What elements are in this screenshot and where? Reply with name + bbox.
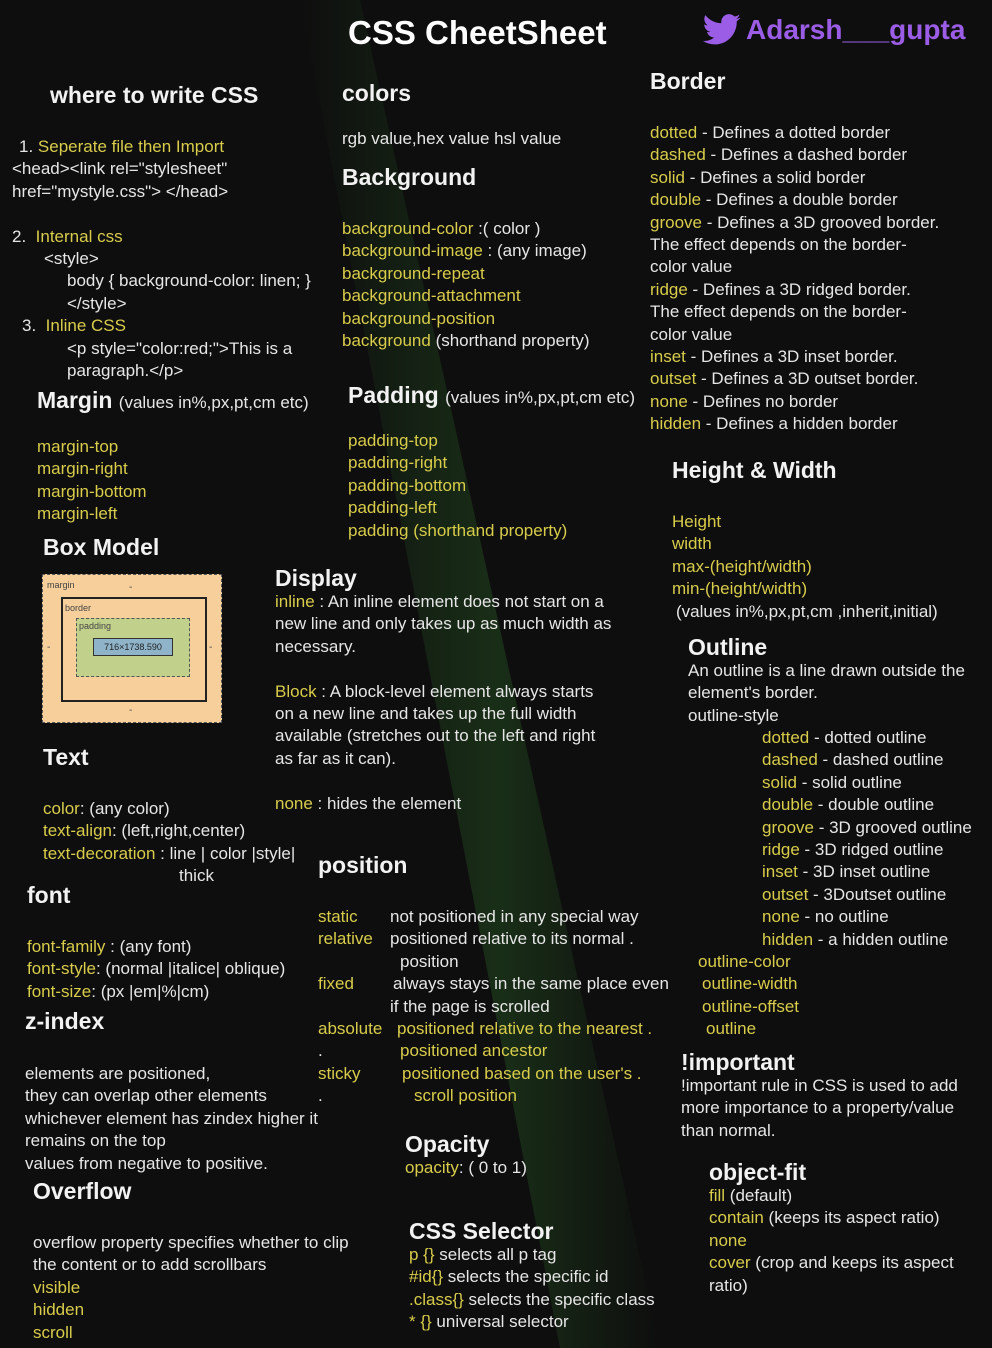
prop-name: background-attachment — [342, 286, 521, 306]
outline-style-list — [762, 727, 972, 951]
border-text: - Defines a 3D outset border. — [696, 369, 919, 389]
position-text: position — [400, 951, 459, 971]
outline-style-item — [762, 861, 972, 883]
position-row — [318, 951, 669, 973]
zindex-text — [25, 1063, 318, 1175]
outline-props — [698, 951, 799, 1041]
margin-item: margin-bottom — [37, 481, 147, 501]
item-number: 3. — [22, 316, 37, 336]
where-item-label: Seperate file then Import — [37, 137, 225, 156]
display-line: available (stretches out to the left and right — [275, 726, 596, 746]
zindex-line: they can overlap other elements — [25, 1086, 267, 1106]
position-row — [318, 1085, 669, 1107]
border-list — [650, 122, 939, 435]
border-text: color value — [650, 257, 733, 277]
border-key: outset — [650, 369, 697, 389]
display-text — [275, 591, 611, 815]
zindex-line: elements are positioned, — [25, 1064, 211, 1083]
selector-text: selects the specific id — [443, 1267, 609, 1287]
background-heading: Background — [342, 164, 477, 190]
display-line: : An inline element does not start on a — [314, 592, 604, 611]
hw-item: min-(height/width) — [672, 579, 808, 599]
font-item — [27, 981, 285, 1003]
fit-text: (default) — [725, 1186, 793, 1205]
padding-heading — [348, 382, 635, 409]
outline-prop: outline-width — [702, 974, 798, 994]
dash: - — [209, 642, 213, 653]
padding-item: padding-top — [348, 431, 438, 450]
outline-text: - 3D inset outline — [797, 862, 931, 882]
position-row — [318, 906, 669, 928]
overflow-heading: Overflow — [33, 1178, 132, 1204]
padding-item: padding-right — [348, 453, 448, 473]
border-text: - Defines a dotted border — [697, 123, 891, 142]
fit-key: none — [709, 1230, 747, 1250]
position-key: absolute — [318, 1018, 383, 1038]
position-text: positioned based on the user's . — [402, 1063, 642, 1083]
display-line: as far as it can). — [275, 748, 396, 768]
hw-item: Height — [672, 512, 722, 531]
prop-name: font-size — [27, 981, 92, 1001]
padding-label: padding — [79, 621, 112, 631]
outline-style-item — [762, 839, 972, 861]
outline-prop: outline-offset — [702, 996, 800, 1016]
dash: - — [47, 642, 51, 653]
border-item — [650, 122, 939, 144]
outline-key: groove — [762, 817, 814, 837]
where-to-write-list — [12, 136, 311, 382]
fit-wrap: ratio) — [709, 1275, 748, 1295]
margin-item: margin-left — [37, 504, 118, 524]
page-title: CSS CheetSheet — [348, 14, 607, 51]
position-key: relative — [318, 929, 373, 949]
overflow-line: the content or to add scrollbars — [33, 1255, 267, 1275]
bg-item — [342, 308, 590, 330]
where-item-label: Inline CSS — [45, 316, 126, 336]
position-key: . — [318, 1041, 323, 1061]
outline-desc-line: An outline is a line drawn outside the — [688, 661, 965, 680]
outline-style-item — [762, 884, 972, 906]
prop-name: background — [342, 330, 431, 350]
position-row — [318, 973, 669, 995]
outline-key: solid — [762, 772, 797, 792]
position-heading: position — [318, 852, 408, 878]
selector-text: universal selector — [431, 1312, 569, 1332]
position-text: always stays in the same place even — [393, 974, 669, 994]
display-key: Block — [275, 681, 317, 701]
outline-style-item — [762, 929, 972, 951]
prop-name: font-style — [27, 959, 96, 979]
border-text: - Defines a double border — [701, 190, 898, 210]
position-row — [318, 1018, 669, 1040]
where-to-write-heading: where to write CSS — [50, 82, 259, 108]
fit-key: fill — [709, 1186, 726, 1205]
font-item — [27, 936, 285, 958]
outline-key: double — [762, 795, 814, 815]
position-key: sticky — [318, 1063, 361, 1083]
border-text: - Defines a dashed border — [705, 145, 908, 165]
padding-item: padding (shorthand property) — [348, 520, 568, 540]
object-fit-item — [709, 1207, 954, 1229]
prop-value: :( color ) — [473, 219, 541, 238]
padding-list — [348, 430, 567, 542]
display-block — [275, 681, 611, 703]
hw-item: width — [672, 534, 712, 554]
twitter-handle[interactable] — [702, 14, 965, 46]
selector-item — [409, 1311, 655, 1333]
outline-desc — [688, 660, 965, 727]
prop-value: : line | color |style| — [155, 843, 296, 863]
border-item — [650, 391, 939, 413]
position-row — [318, 996, 669, 1018]
colors-heading: colors — [342, 80, 412, 106]
outline-text: - a hidden outline — [813, 929, 949, 949]
fit-text: (crop and keeps its aspect — [750, 1253, 954, 1273]
position-text: scroll position — [414, 1086, 517, 1106]
outline-style-item — [762, 794, 972, 816]
fit-text: (keeps its aspect ratio) — [763, 1208, 940, 1228]
outline-key: none — [762, 907, 800, 927]
selector-key: p {} — [409, 1245, 435, 1264]
outline-text: - solid outline — [796, 772, 902, 792]
display-line: : hides the element — [312, 793, 462, 813]
border-item — [650, 279, 939, 301]
selector-text: selects all p tag — [434, 1245, 557, 1264]
border-item — [650, 324, 939, 346]
border-box — [61, 597, 207, 702]
border-key: solid — [650, 167, 685, 187]
padding-item: padding-bottom — [348, 475, 467, 495]
display-heading: Display — [275, 565, 357, 591]
padding-title: Padding — [348, 382, 439, 408]
object-fit-list — [709, 1185, 954, 1297]
overflow-value: hidden — [33, 1300, 85, 1320]
border-key: dashed — [650, 145, 706, 165]
outline-text: - dotted outline — [809, 728, 927, 747]
prop-value: : (any font) — [105, 937, 192, 956]
fit-key: contain — [709, 1208, 764, 1228]
prop-name: background-image — [342, 241, 483, 261]
height-width-heading: Height & Width — [672, 457, 837, 483]
border-item — [650, 234, 939, 256]
text-item — [43, 820, 295, 842]
border-key: double — [650, 190, 702, 210]
prop-name: background-color — [342, 219, 474, 238]
margin-note: (values in%,px,pt,cm etc) — [118, 393, 309, 412]
bg-item — [342, 330, 590, 352]
box-model-heading: Box Model — [43, 534, 160, 560]
code-line: <head><link rel="stylesheet" — [12, 159, 228, 179]
selector-key: #id{} — [409, 1267, 444, 1287]
prop-name: background-position — [342, 308, 496, 328]
where-item-1 — [12, 136, 311, 158]
hw-item: max-(height/width) — [672, 556, 812, 576]
code-line: <style> — [44, 248, 99, 268]
selector-key: * {} — [409, 1312, 432, 1332]
where-item-2 — [12, 226, 311, 248]
important-text — [681, 1075, 958, 1142]
outline-key: outset — [762, 884, 809, 904]
border-key: hidden — [650, 414, 702, 434]
margin-label: margin — [47, 580, 75, 590]
border-text: - Defines a hidden border — [701, 414, 898, 434]
prop-name: opacity — [405, 1158, 459, 1177]
bg-item — [342, 285, 590, 307]
border-item — [650, 167, 939, 189]
display-line: on a new line and takes up the full width — [275, 703, 577, 723]
item-number: 2. — [12, 226, 27, 246]
outline-style-item — [762, 727, 972, 749]
font-list — [27, 936, 285, 1003]
border-text: - Defines a 3D inset border. — [685, 346, 898, 366]
zindex-line: values from negative to positive. — [25, 1153, 268, 1173]
selector-text: selects the specific class — [463, 1289, 655, 1309]
outline-prop: outline-color — [698, 952, 791, 971]
important-line: more importance to a property/value — [681, 1098, 955, 1118]
margin-title: Margin — [37, 387, 113, 413]
bg-item — [342, 263, 590, 285]
colors-text: rgb value,hex value hsl value — [342, 129, 562, 148]
object-fit-item — [709, 1185, 954, 1207]
overflow-text — [33, 1232, 349, 1344]
position-row — [318, 928, 669, 950]
prop-name: text-decoration — [43, 843, 156, 863]
border-text: - Defines a solid border — [684, 167, 866, 187]
important-heading: !important — [681, 1049, 795, 1075]
text-wrap: thick — [179, 866, 214, 886]
border-label: border — [65, 603, 92, 613]
margin-list — [37, 436, 147, 526]
border-text: - Defines a 3D grooved border. — [701, 212, 940, 232]
prop-value: (shorthand property) — [430, 330, 590, 350]
outline-text: - 3D grooved outline — [813, 817, 972, 837]
opacity-line — [405, 1157, 527, 1179]
prop-name: text-align — [43, 821, 112, 841]
border-key: inset — [650, 346, 686, 366]
border-key: none — [650, 391, 688, 411]
display-line: new line and only takes up as much width as — [275, 614, 612, 634]
prop-value: : (left,right,center) — [111, 821, 246, 841]
position-key: fixed — [318, 974, 354, 994]
selector-item — [409, 1244, 655, 1266]
prop-value: : (any image) — [482, 241, 587, 261]
outline-style-item — [762, 749, 972, 771]
outline-key: ridge — [762, 839, 800, 859]
prop-name: font-family — [27, 937, 106, 956]
display-key: none — [275, 793, 313, 813]
border-text: The effect depends on the border- — [650, 234, 907, 254]
text-heading: Text — [43, 744, 89, 770]
outline-prop: outline — [706, 1019, 757, 1039]
outline-key: dotted — [762, 728, 810, 747]
prop-value: : (any color) — [79, 799, 170, 818]
border-item — [650, 368, 939, 390]
display-line: necessary. — [275, 636, 356, 656]
overflow-value: visible — [33, 1277, 81, 1297]
background-list — [342, 218, 590, 352]
margin-item: margin-top — [37, 437, 119, 456]
where-item-3 — [12, 315, 311, 337]
item-number: 1. — [19, 137, 34, 156]
border-item — [650, 413, 939, 435]
outline-text: - 3Doutset outline — [808, 884, 947, 904]
fit-key: cover — [709, 1253, 751, 1273]
code-line: </style> — [67, 293, 127, 313]
border-key: groove — [650, 212, 702, 232]
code-line: href="mystyle.css"> </head> — [12, 181, 229, 201]
border-item — [650, 189, 939, 211]
outline-style-item — [762, 906, 972, 928]
position-key: . — [318, 1086, 323, 1106]
object-fit-item — [709, 1252, 954, 1274]
selector-list — [409, 1244, 655, 1334]
position-text: positioned relative to the nearest . — [397, 1018, 653, 1038]
important-line: !important rule in CSS is used to add — [681, 1076, 958, 1095]
text-item — [43, 798, 295, 820]
outline-key: inset — [762, 862, 798, 882]
position-text: positioned relative to its normal . — [390, 929, 634, 949]
position-row — [318, 1063, 669, 1085]
outline-text: - double outline — [813, 795, 935, 815]
border-item — [650, 256, 939, 278]
code-line: body { background-color: linen; } — [67, 271, 311, 291]
object-fit-item — [709, 1230, 954, 1252]
text-list — [43, 798, 295, 888]
zindex-line: remains on the top — [25, 1131, 166, 1151]
border-text: The effect depends on the border- — [650, 302, 907, 322]
bg-item — [342, 240, 590, 262]
border-text: - Defines a 3D ridged border. — [687, 279, 911, 299]
code-line: paragraph.</p> — [67, 360, 184, 380]
border-text: color value — [650, 324, 733, 344]
border-heading: Border — [650, 68, 726, 94]
outline-text: - 3D ridged outline — [799, 839, 944, 859]
margin-item: margin-right — [37, 459, 128, 479]
position-text: positioned ancestor — [400, 1041, 548, 1061]
prop-value: : (px |em|%|cm) — [91, 981, 210, 1001]
border-key: ridge — [650, 279, 688, 299]
outline-key: dashed — [762, 750, 818, 770]
border-item — [650, 301, 939, 323]
opacity-heading: Opacity — [405, 1131, 490, 1157]
position-text: if the page is scrolled — [390, 996, 550, 1016]
selector-heading: CSS Selector — [409, 1218, 554, 1244]
outline-text: - no outline — [799, 907, 889, 927]
padding-box — [76, 618, 190, 677]
position-list — [318, 906, 669, 1108]
outline-style-item — [762, 772, 972, 794]
hw-note: (values in%,px,pt,cm ,inherit,initial) — [676, 601, 938, 621]
prop-name: background-repeat — [342, 263, 485, 283]
prop-name: color — [43, 799, 80, 818]
display-key: inline — [275, 592, 315, 611]
position-key: static — [318, 907, 358, 926]
overflow-value: scroll — [33, 1322, 73, 1342]
outline-style-label: outline-style — [688, 705, 779, 725]
display-inline — [275, 591, 611, 613]
box-model-diagram — [42, 574, 222, 723]
outline-key: hidden — [762, 929, 814, 949]
dash: - — [129, 582, 133, 593]
selector-item — [409, 1289, 655, 1311]
bg-item — [342, 218, 590, 240]
selector-item — [409, 1266, 655, 1288]
important-line: than normal. — [681, 1120, 776, 1140]
outline-style-item — [762, 817, 972, 839]
display-line: : A block-level element always starts — [316, 681, 594, 701]
prop-value: : (normal |italice| oblique) — [95, 959, 286, 979]
prop-value: : ( 0 to 1) — [458, 1158, 527, 1177]
zindex-line: whichever element has zindex higher it — [25, 1108, 318, 1128]
content-box: 716×1738.590 — [93, 638, 173, 656]
display-none — [275, 793, 611, 815]
border-item — [650, 144, 939, 166]
twitter-bird-icon — [702, 14, 742, 46]
position-text: not positioned in any special way — [390, 907, 639, 926]
margin-heading — [37, 387, 309, 414]
zindex-heading: z-index — [25, 1008, 105, 1034]
font-item — [27, 958, 285, 980]
twitter-handle-text: Adarsh___gupta — [746, 14, 966, 45]
position-row — [318, 1040, 669, 1062]
object-fit-heading: object-fit — [709, 1159, 807, 1185]
outline-desc-line: element's border. — [688, 683, 818, 703]
border-text: - Defines no border — [687, 391, 839, 411]
border-key: dotted — [650, 123, 698, 142]
border-item — [650, 346, 939, 368]
padding-note: (values in%,px,pt,cm etc) — [445, 388, 636, 407]
selector-key: .class{} — [409, 1289, 464, 1309]
padding-item: padding-left — [348, 498, 437, 518]
outline-heading: Outline — [688, 634, 768, 660]
text-item — [43, 843, 295, 865]
height-width-list — [672, 511, 938, 623]
font-heading: font — [27, 882, 71, 908]
where-item-label: Internal css — [35, 226, 123, 246]
dash: - — [129, 705, 133, 716]
outline-text: - dashed outline — [817, 750, 944, 770]
border-item — [650, 212, 939, 234]
code-line: <p style="color:red;">This is a — [67, 338, 293, 358]
overflow-line: overflow property specifies whether to clip — [33, 1233, 349, 1252]
